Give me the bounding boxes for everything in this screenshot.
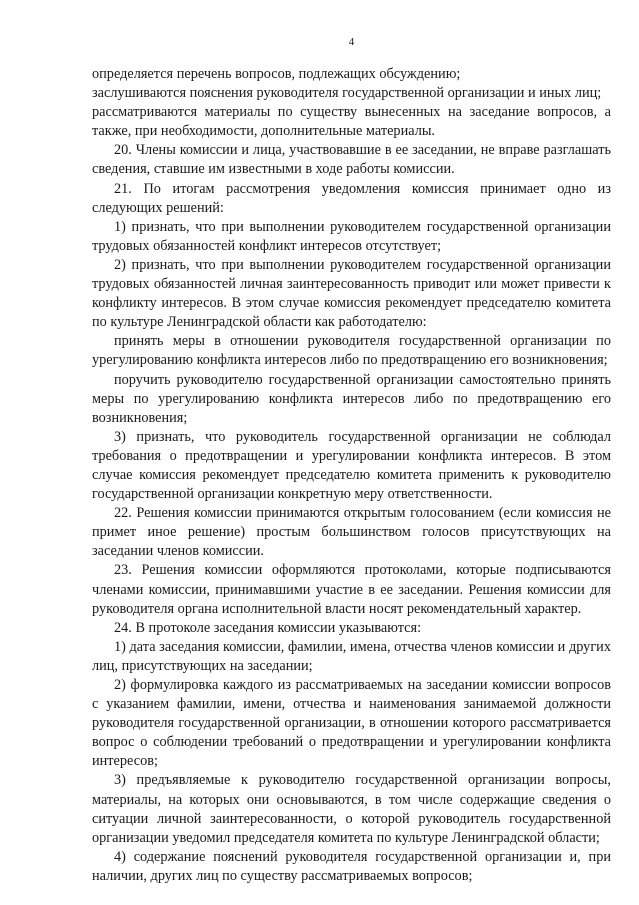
paragraph-take-measures: принять меры в отношении руководителя государственной организации по урегулированию конфликта интересов либо по предотвращению его возникновения;	[92, 333, 611, 369]
paragraph-clause-20: 20. Члены комиссии и лица, участвовавшие в ее заседании, не вправе разглашать сведения, ставшие им известными в ходе работы комиссии.	[92, 142, 611, 178]
paragraph-clause-23: 23. Решения комиссии оформляются протоколами, которые подписываются членами комиссии, принимавшими участие в ее заседании. Решения комиссии для руководителя органа исполнительной власти носят рекомендательный характер.	[92, 562, 611, 617]
paragraph-agenda: определяется перечень вопросов, подлежащих обсуждению;	[92, 66, 461, 82]
paragraph-clause-21: 21. По итогам рассмотрения уведомления комиссия принимает одно из следующих решений:	[92, 180, 611, 216]
paragraph-explanations: заслушиваются пояснения руководителя государственной организации и иных лиц;	[92, 85, 602, 102]
paragraph-clause-24: 24. В протоколе заседания комиссии указываются:	[114, 619, 422, 636]
paragraph-protocol-item-4: 4) содержание пояснений руководителя государственной организации и, при наличии, других лиц по существу рассматриваемых вопросов;	[92, 848, 611, 884]
paragraph-instruct-head: поручить руководителю государственной организации самостоятельно принять меры по урегулированию конфликта интересов либо по предотвращению его возникновения;	[92, 371, 611, 426]
paragraph-decision-2: 2) признать, что при выполнении руководителем государственной организации трудовых обязанностей личная заинтересованность приводит или может привести к конфликту интересов. В этом случае комиссия рекомендует председателю комитета по культуре Ленинградской области как работодателю:	[92, 256, 611, 331]
paragraph-protocol-item-1: 1) дата заседания комиссии, фамилии, имена, отчества членов комиссии и других лиц, присутствующих на заседании;	[92, 638, 611, 674]
paragraph-decision-3: 3) признать, что руководитель государственной организации не соблюдал требования о предотвращении и урегулировании конфликта интересов. В этом случае комиссия рекомендует председателю комитета применить к руководителю государственной организации конкретную меру ответственности.	[92, 428, 611, 503]
paragraph-clause-22: 22. Решения комиссии принимаются открытым голосованием (если комиссия не примет иное решение) простым большинством голосов присутствующих на заседании членов комиссии.	[92, 505, 611, 560]
paragraph-decision-1: 1) признать, что при выполнении руководителем государственной организации трудовых обязанностей конфликт интересов отсутствует;	[92, 218, 611, 254]
paragraph-protocol-item-3: 3) предъявляемые к руководителю государственной организации вопросы, материалы, на которых они основываются, в том числе содержащие сведения о ситуации личной заинтересованности, о которой руководитель государственной организации уведомил председателя комитета по культуре Ленинградской области;	[92, 772, 611, 846]
document-body	[92, 65, 611, 886]
paragraph-protocol-item-2: 2) формулировка каждого из рассматриваемых на заседании комиссии вопросов с указанием фамилии, имени, отчества и наименования занимаемой должности руководителя государственной организации, в отношении которого рассматривается вопрос о соблюдении требований о предотвращении и урегулировании конфликта интересов;	[92, 677, 611, 770]
paragraph-materials: рассматриваются материалы по существу вынесенных на заседание вопросов, а также, при необходимости, дополнительные материалы.	[92, 104, 611, 140]
page-number: 4	[348, 36, 355, 48]
